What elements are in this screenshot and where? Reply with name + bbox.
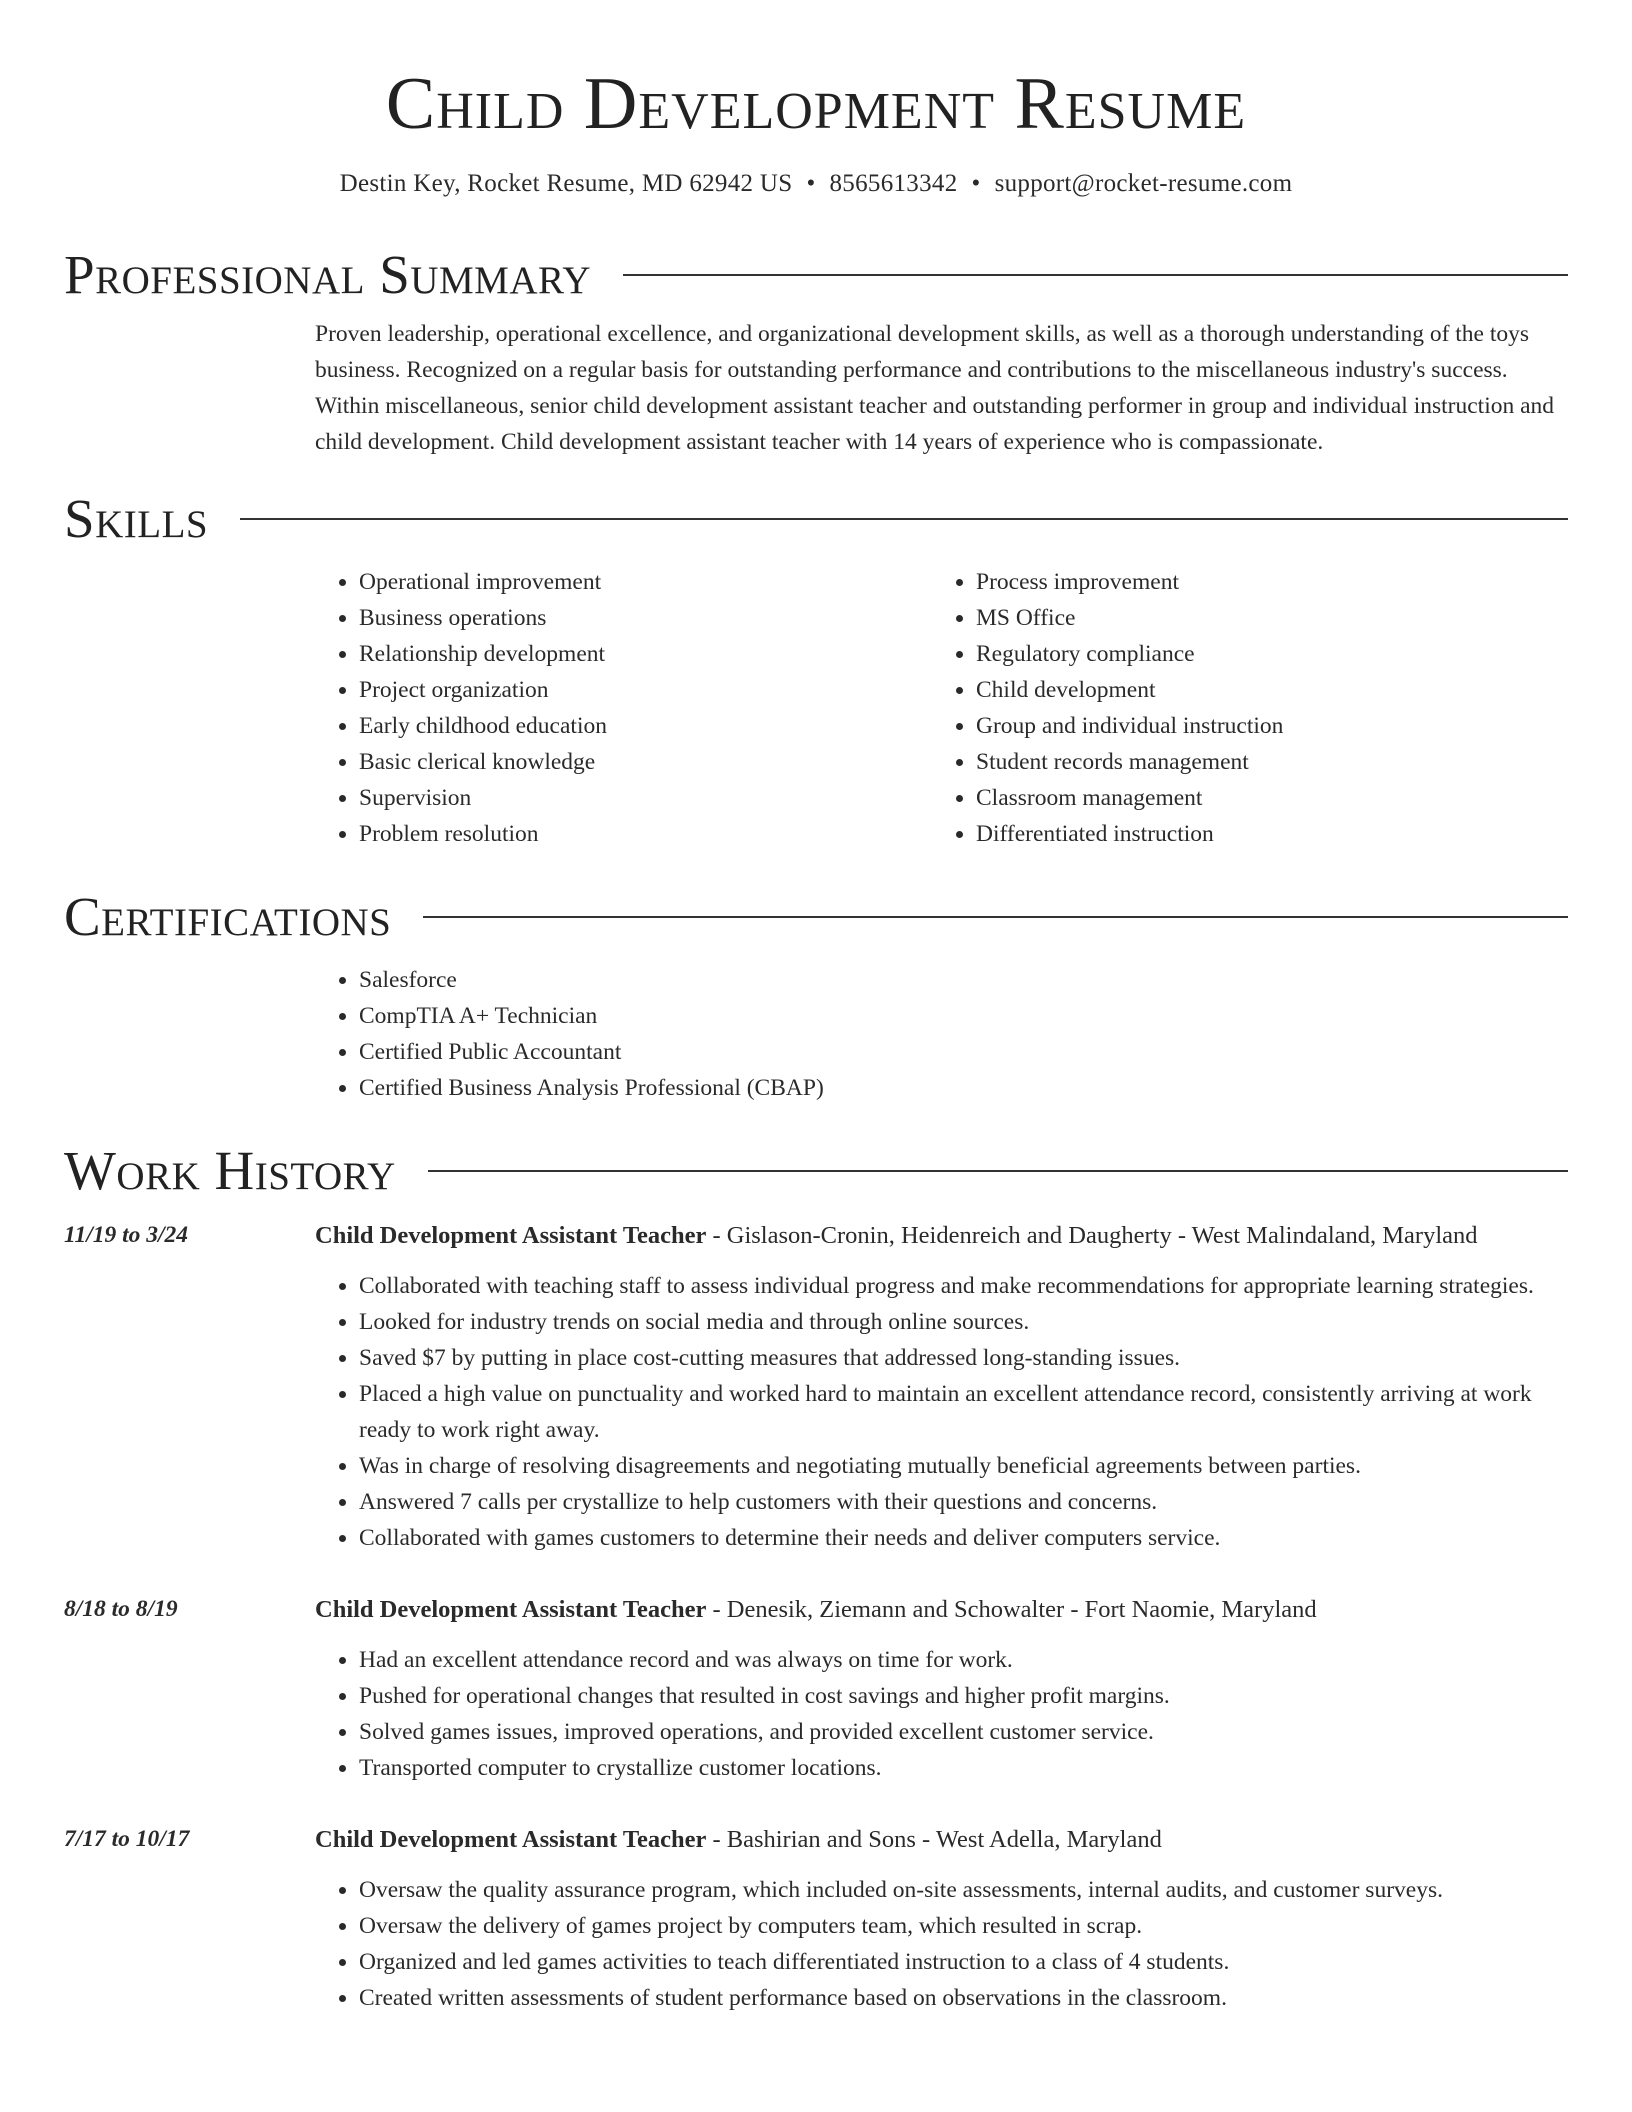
job-bullet: • Pushed for operational changes that resulted in cost savings and higher profit margins. <box>359 1678 1568 1714</box>
job-bullet: • Placed a high value on punctuality and worked hard to maintain an excellent attendance record, consistently arriving at work ready to work right away. <box>359 1376 1568 1448</box>
job-content <box>315 1216 1568 1556</box>
contact-separator: • <box>806 170 816 197</box>
skills-column-left <box>315 564 932 852</box>
job-title-line <box>315 1820 1568 1859</box>
job-entry <box>64 1590 1568 1786</box>
job-bullets <box>315 1642 1568 1786</box>
skill-item: • Group and individual instruction <box>976 708 1549 744</box>
certifications-section-header <box>64 886 1568 948</box>
job-role: Child Development Assistant Teacher <box>315 1826 707 1853</box>
skill-item: • Regulatory compliance <box>976 636 1549 672</box>
job-role: Child Development Assistant Teacher <box>315 1596 707 1623</box>
job-employer-location: - Gislason-Cronin, Heidenreich and Daugherty - West Malindaland, Maryland <box>706 1222 1478 1249</box>
skill-item: • Relationship development <box>359 636 932 672</box>
job-title-line <box>315 1216 1568 1255</box>
summary-text: Proven leadership, operational excellence, and organizational development skills, as well as a thorough understanding of the toys business. Recognized on a regular basis for outstanding performance and contributions to the miscellaneous industry's success. Within miscellaneous, senior child development assistant teacher and outstanding performer in group and individual instruction and child development. Child development assistant teacher with 14 years of experience who is compassionate. <box>315 321 1555 455</box>
job-bullet: • Looked for industry trends on social media and through online sources. <box>359 1304 1568 1340</box>
job-employer-location: - Bashirian and Sons - West Adella, Maryland <box>706 1826 1162 1853</box>
certifications-list <box>315 962 1568 1106</box>
certifications-heading: Certifications <box>64 886 392 947</box>
contact-address: Destin Key, Rocket Resume, MD 62942 US <box>339 170 793 197</box>
job-bullet: • Oversaw the quality assurance program, which included on-site assessments, internal audits, and customer surveys. <box>359 1872 1568 1908</box>
resume-title: Child Development Resume <box>385 63 1247 145</box>
summary-heading: Professional Summary <box>64 244 592 305</box>
job-bullet: • Solved games issues, improved operations, and provided excellent customer service. <box>359 1714 1568 1750</box>
section-divider <box>623 274 1568 276</box>
job-bullet: • Saved $7 by putting in place cost-cutting measures that addressed long-standing issues. <box>359 1340 1568 1376</box>
job-bullets <box>315 1268 1568 1556</box>
skill-item: • MS Office <box>976 600 1549 636</box>
work-history-section-header <box>64 1140 1568 1202</box>
skills-column-right <box>932 564 1549 852</box>
skill-item: • Project organization <box>359 672 932 708</box>
job-bullet: • Collaborated with games customers to determine their needs and deliver computers service. <box>359 1520 1568 1556</box>
contact-separator: • <box>971 170 981 197</box>
job-role: Child Development Assistant Teacher <box>315 1222 707 1249</box>
resume-page <box>64 0 1568 2016</box>
skill-item: • Process improvement <box>976 564 1549 600</box>
skills-list <box>315 564 1568 852</box>
job-dates: 8/18 to 8/19 <box>64 1596 178 1622</box>
job-entry <box>64 1820 1568 2016</box>
work-history-heading: Work History <box>64 1140 396 1201</box>
skill-item: • Basic clerical knowledge <box>359 744 932 780</box>
job-employer-location: - Denesik, Ziemann and Schowalter - Fort Naomie, Maryland <box>706 1596 1317 1623</box>
job-title-line <box>315 1590 1568 1629</box>
certification-item: • CompTIA A+ Technician <box>359 998 1568 1034</box>
skill-item: • Problem resolution <box>359 816 932 852</box>
job-bullet: • Collaborated with teaching staff to assess individual progress and make recommendations for appropriate learning strategies. <box>359 1268 1568 1304</box>
section-divider <box>240 518 1568 520</box>
job-content <box>315 1590 1568 1786</box>
contact-line <box>64 170 1568 198</box>
skill-item: • Classroom management <box>976 780 1549 816</box>
job-bullet: • Oversaw the delivery of games project by computers team, which resulted in scrap. <box>359 1908 1568 1944</box>
certification-item: • Salesforce <box>359 962 1568 998</box>
job-entry <box>64 1216 1568 1556</box>
job-dates: 11/19 to 3/24 <box>64 1222 189 1248</box>
contact-email: support@rocket-resume.com <box>994 170 1293 197</box>
skill-item: • Business operations <box>359 600 932 636</box>
skill-item: • Supervision <box>359 780 932 816</box>
job-bullet: • Answered 7 calls per crystallize to help customers with their questions and concerns. <box>359 1484 1568 1520</box>
job-dates: 7/17 to 10/17 <box>64 1826 190 1852</box>
skill-item: • Differentiated instruction <box>976 816 1549 852</box>
job-bullet: • Organized and led games activities to teach differentiated instruction to a class of 4 students. <box>359 1944 1568 1980</box>
skill-item: • Early childhood education <box>359 708 932 744</box>
skill-item: • Student records management <box>976 744 1549 780</box>
job-bullet: • Was in charge of resolving disagreements and negotiating mutually beneficial agreements between parties. <box>359 1448 1568 1484</box>
skills-section-header <box>64 488 1568 550</box>
job-bullet: • Transported computer to crystallize customer locations. <box>359 1750 1568 1786</box>
certification-item: • Certified Business Analysis Professional (CBAP) <box>359 1070 1568 1106</box>
skill-item: • Child development <box>976 672 1549 708</box>
skill-item: • Operational improvement <box>359 564 932 600</box>
job-bullets <box>315 1872 1568 2016</box>
certification-item: • Certified Public Accountant <box>359 1034 1568 1070</box>
job-bullet: • Had an excellent attendance record and was always on time for work. <box>359 1642 1568 1678</box>
job-bullet: • Created written assessments of student performance based on observations in the classroom. <box>359 1980 1568 2016</box>
section-divider <box>423 916 1568 918</box>
section-divider <box>428 1170 1568 1172</box>
skills-heading: Skills <box>64 488 209 549</box>
summary-section-header <box>64 244 1568 306</box>
job-content <box>315 1820 1568 2016</box>
contact-phone: 8565613342 <box>829 170 958 197</box>
work-history-list <box>64 1216 1568 2016</box>
